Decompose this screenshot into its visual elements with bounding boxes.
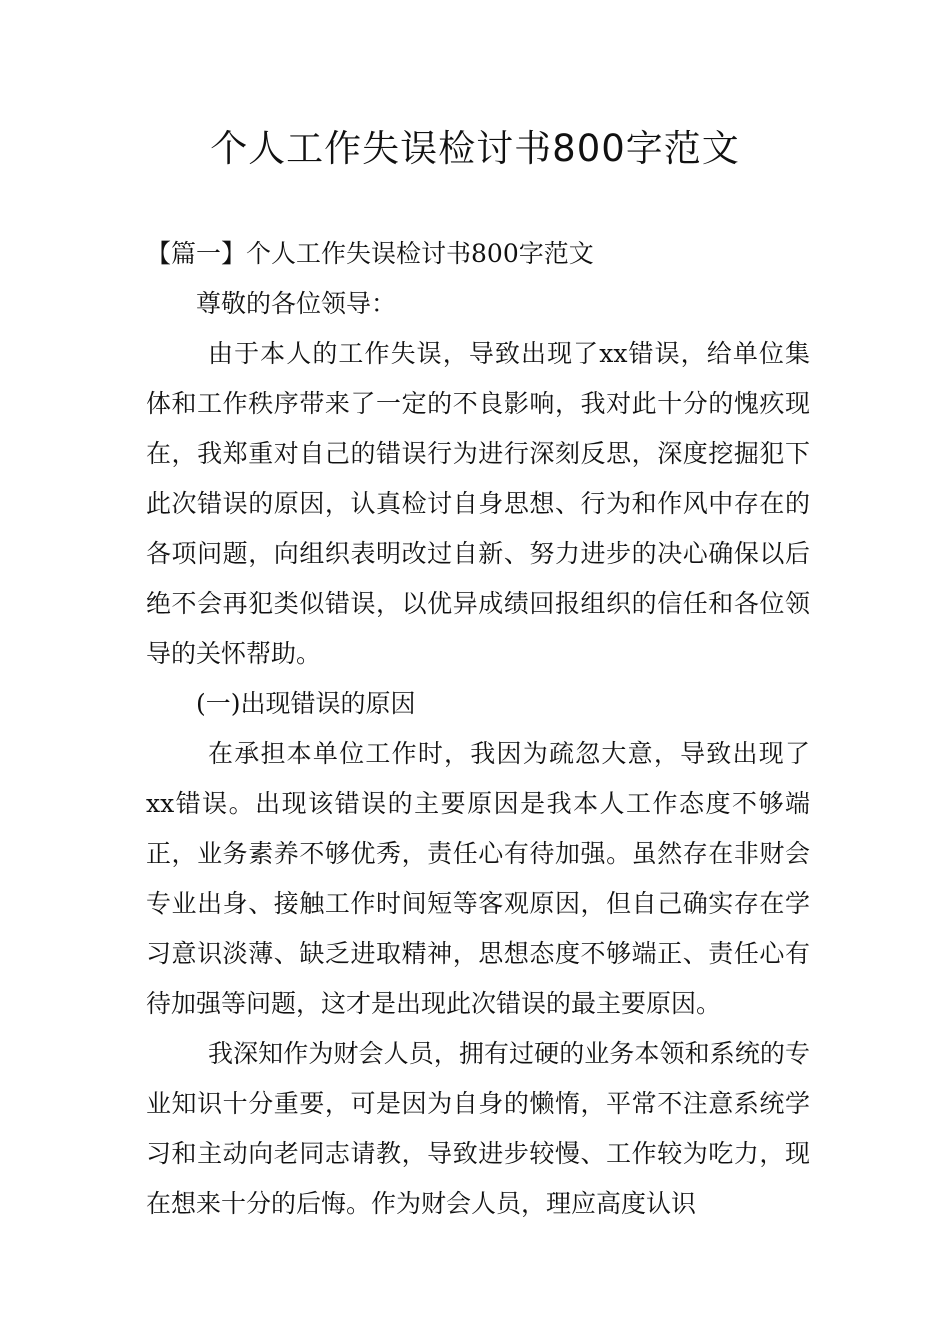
salutation: 尊敬的各位领导： bbox=[196, 289, 397, 318]
paragraph: 我深知作为财会人员，拥有过硬的业务本领和系统的专业知识十分重要，可是因为自身的懒惰，平常不注意系统学习和主动向老同志请教，导致进步较慢、工作较为吃力，现在想来十分的后悔。作为财会人员，理应高度认识 bbox=[146, 1039, 810, 1218]
subheading: (一)出现错误的原因 bbox=[196, 689, 416, 718]
section-heading: 【篇一】个人工作失误检讨书800字范文 bbox=[146, 239, 594, 268]
document-body bbox=[146, 229, 810, 1229]
document-title: 个人工作失误检讨书800字范文 bbox=[210, 127, 740, 170]
paragraph: 在承担本单位工作时，我因为疏忽大意，导致出现了xx错误。出现该错误的主要原因是我本人工作态度不够端正，业务素养不够优秀，责任心有待加强。虽然存在非财会专业出身、接触工作时间短等客观原因，但自己确实存在学习意识淡薄、缺乏进取精神，思想态度不够端正、责任心有待加强等问题，这才是出现此次错误的最主要原因。 bbox=[146, 739, 810, 1018]
paragraph: 由于本人的工作失误，导致出现了xx错误，给单位集体和工作秩序带来了一定的不良影响，我对此十分的愧疚现在，我郑重对自己的错误行为进行深刻反思，深度挖掘犯下此次错误的原因，认真检讨自身思想、行为和作风中存在的各项问题，向组织表明改过自新、努力进步的决心确保以后绝不会再犯类似错误，以优异成绩回报组织的信任和各位领导的关怀帮助。 bbox=[146, 339, 810, 668]
